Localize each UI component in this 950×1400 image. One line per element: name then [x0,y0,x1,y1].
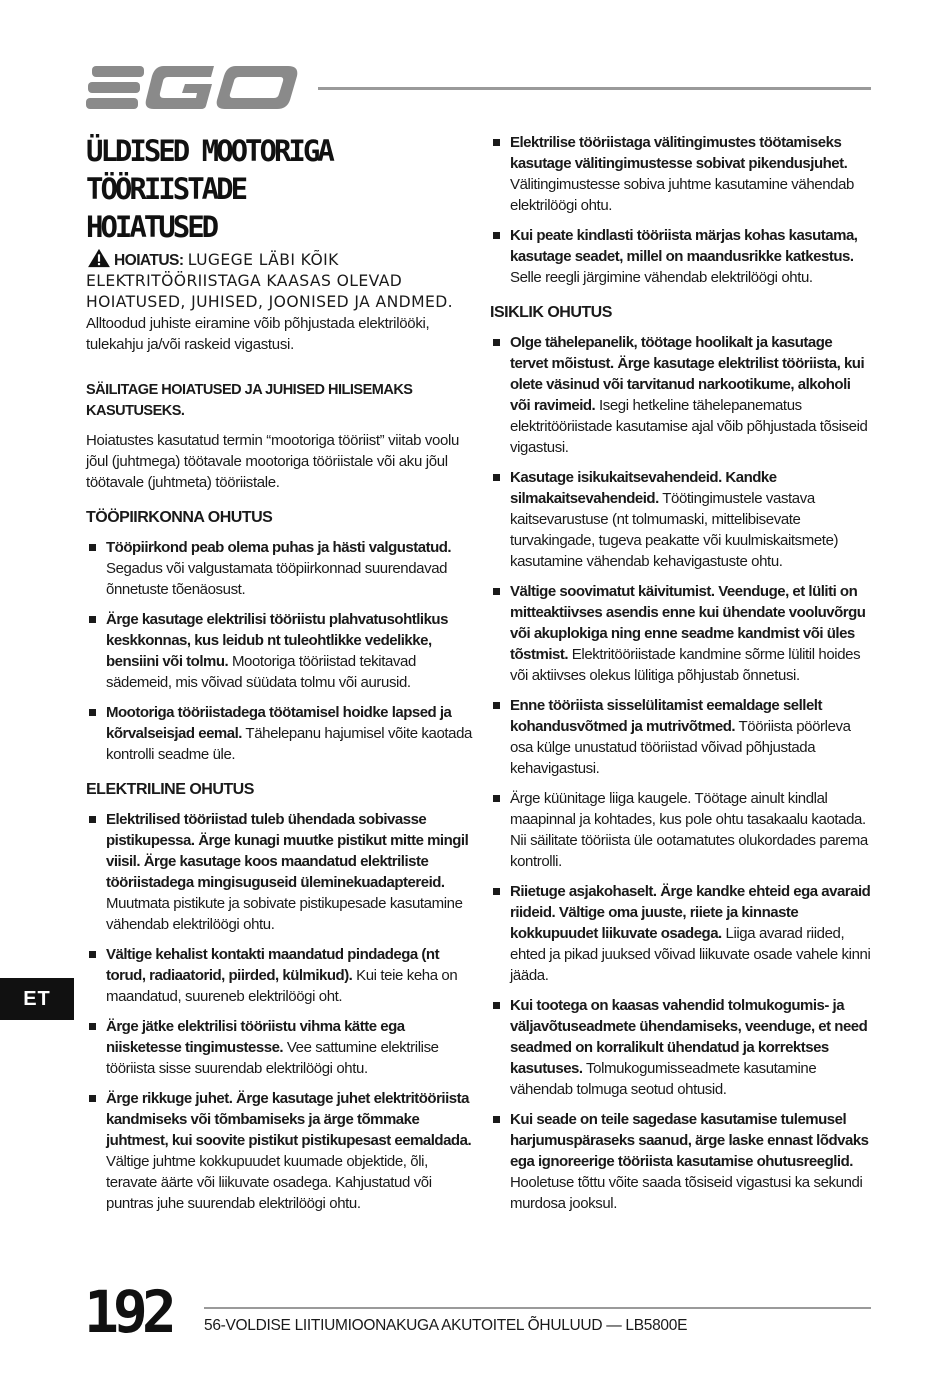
list-item [86,944,472,1007]
list-item [86,537,472,600]
list-item [86,1088,472,1214]
warning-block [86,248,472,355]
list-item-text: Mootoriga tööriistad tekitavad sädemeid, mis võivad süüdata tolmu või aurusid. [106,653,416,691]
list-item [490,581,872,686]
bullet-square-icon [493,795,500,802]
warning-triangle-icon [86,248,112,268]
electrical-list [86,809,472,1214]
footer-product-title: 56-VOLDISE LIITIUMIOONAKUGA AKUTOITEL ÕHULUUD — LB5800E [204,1317,688,1334]
list-item-bold-text: Vältige kehalist kontakti maandatud pindadega (nt torud, radiaatorid, piirded, külmikud). [106,946,440,984]
list-item-bold-text: Kui tootega on kaasas vahendid tolmukogumis- ja väljavõtuseadmete ühendamiseks, veenduge, et need seadmed on korralikult ühendatud ja korrektses kasutuses. [510,997,868,1077]
list-item-bold-text: Kui peate kindlasti tööriista märjas kohas kasutama, kasutage seadet, millel on maandusrikke katkestus. [510,227,858,265]
list-item [490,995,872,1100]
intro-paragraph: Hoiatustes kasutatud termin “mootoriga tööriist” viitab voolu jõul (juhtmega) töötavale mootoriga tööriistale või aku jõul töötavale (juhtmeta) tööriistale. [86,432,459,491]
personal-safety-title: ISIKLIK OHUTUS [490,304,612,321]
bullet-square-icon [89,544,96,551]
list-item-text: Isegi hetkeline tähelepanematus elektritööriistade kasutamise ajal võib põhjustada tõsiseid vigastusi. [510,397,868,456]
header-rule [318,87,871,90]
list-item-bold-text: Ärge kasutage elektrilisi tööriistu plahvatusohtlikus keskkonnas, kus leidub nt tuleohtlikke vedelikke, bensiini või tolmu. [106,611,448,670]
page-title [86,132,472,246]
bullet-square-icon [89,616,96,623]
bullet-square-icon [493,888,500,895]
bullet-square-icon [493,1002,500,1009]
list-item-bold-text: Kasutage isikukaitsevahendeid. Kandke silmakaitsevahendeid. [510,469,777,507]
warning-caps-text: LUGEGE LÄBI KÕIK ELEKTRITÖÖRIISTAGA KAASAS OLEVAD HOIATUSED, JUHISED, JOONISED JA ANDMED. [86,251,453,311]
bullet-square-icon [89,1095,96,1102]
save-instructions-heading: SÄILITAGE HOIATUSED JA JUHISED HILISEMAKS KASUTUSEKS. [86,382,413,419]
language-tab: ET [0,978,74,1020]
list-item-bold-text: Kui seade on teile sagedase kasutamise tulemusel harjumuspäraseks saanud, ärge laske ennast lõdvaks ega ignoreerige tööriista kasutamise ohutusreeglid. [510,1111,869,1170]
work-area-list [86,537,472,765]
list-item [86,1016,472,1079]
page-number: 192 [84,1278,171,1346]
personal-list [490,332,872,1214]
title-line-2: HOIATUSED [86,210,217,244]
bullet-square-icon [493,588,500,595]
list-item-text: Välitingimustesse sobiva juhtme kasutamine vähendab elektrilöögi ohtu. [510,176,854,214]
list-item-text: Muutmata pistikute ja sobivate pistikupesade kasutamine vähendab elektrilöögi ohtu. [106,895,463,933]
bullet-square-icon [493,232,500,239]
bullet-square-icon [493,339,500,346]
work-area-safety-title: TÖÖPIIRKONNA OHUTUS [86,509,273,526]
title-line-1: ÜLDISED MOOTORIGA TÖÖRIISTADE [86,134,332,206]
bullet-square-icon [493,139,500,146]
list-item-bold-text: Olge tähelepanelik, töötage hoolikalt ja kasutage tervet mõistust. Ärge kasutage elektrilist tööriista, kui olete väsinud või tarvitanud narkootikume, alkoholi või ravimeid. [510,334,865,414]
list-item [490,332,872,458]
list-item-bold-text: Elektrilised tööriistad tuleb ühendada sobivasse pistikupessa. Ärge kunagi muutke pistikut mitte mingil viisil. Ärge kasutage koos maandatud elektriliste tööriistadega mingisuguseid üleminekuadaptereid. [106,811,469,891]
list-item [86,702,472,765]
list-item [490,788,872,872]
list-item [490,467,872,572]
bullet-square-icon [89,1023,96,1030]
warning-body-text: Alltoodud juhiste eiramine võib põhjustada elektrilööki, tulekahju ja/või raskeid vigastusi. [86,315,430,353]
bullet-square-icon [89,951,96,958]
list-item-text: Vee sattumine elektrilise tööriista sisse suurendab elektrilöögi ohtu. [106,1039,439,1077]
list-item-text: Tolmukogumisseadmete kasutamine vähendab tolmuga seotud ohtusid. [510,1060,817,1098]
list-item-bold-text: Ärge rikkuge juhet. Ärge kasutage juhet elektritööriista kandmiseks või tõmbamiseks ja ärge tõmmake juhtmest, kui soovite pistikut pistikupesast eemaldada. [106,1090,472,1149]
list-item-text: Vältige juhtme kokkupuudet kuumade objektide, õli, teravate äärte või liikuvate osadega. Kahjustatud või puntras juhe suurendab elektrilöögi ohtu. [106,1153,432,1212]
left-column [86,132,472,1214]
list-item-text: Segadus või valgustamata tööpiirkonnad suurendavad õnnetuste tõenäosust. [106,560,448,598]
list-item [490,695,872,779]
list-item-text: Ärge küünitage liiga kaugele. Töötage ainult kindlal maapinnal ja kohtades, kus pole ohtu tasakaalu kaotada. Nii säilitate tööriista üle ootamatutes olukordades parema kontrolli. [510,790,868,870]
bullet-square-icon [493,474,500,481]
bullet-square-icon [493,1116,500,1123]
list-item-text: Liiga avarad riided, ehted ja pikad juuksed võivad liikuvate osade vahele kinni jääda. [510,925,871,984]
list-item-bold-text: Vältige soovimatut käivitumist. Veenduge, et lüliti on mitteaktiivses asendis enne kui ühendate vooluvõrgu või akuplokiga ning enne seadme kandmist või üles tõstmist. [510,583,866,663]
list-item-text: Kui teie keha on maandatud, suureneb elektrilöögi oht. [106,967,458,1005]
list-item [490,225,872,288]
list-item [490,132,872,216]
list-item-text: Tööriista pöörleva osa külge unustatud tööriistad võivad põhjustada kehavigastusi. [510,718,851,777]
footer-rule [204,1307,871,1309]
list-item-text: Selle reegli järgimine vähendab elektrilöögi ohtu. [510,269,813,286]
list-item-text: Tähelepanu hajumisel võite kaotada kontrolli seadme üle. [106,725,472,763]
electrical-more-list [490,132,872,288]
list-item [490,881,872,986]
ego-logo [86,62,300,114]
list-item-bold-text: Riietuge asjakohaselt. Ärge kandke ehteid ega avaraid riideid. Vältige oma juuste, riiete ja kinnaste kokkupuudet liikuvate osadega. [510,883,871,942]
list-item [490,1109,872,1214]
bullet-square-icon [493,702,500,709]
list-item-bold-text: Elektrilise tööriistaga välitingimustes töötamiseks kasutage välitingimustesse sobivat pikendusjuhet. [510,134,848,172]
bullet-square-icon [89,709,96,716]
warning-label: HOIATUS: [114,252,184,269]
list-item-bold-text: Mootoriga tööriistadega töötamisel hoidke lapsed ja kõrvalseisjad eemal. [106,704,452,742]
right-column [490,132,872,1214]
list-item-bold-text: Ärge jätke elektrilisi tööriistu vihma kätte ega niisketesse tingimustesse. [106,1018,405,1056]
list-item-bold-text: Enne tööriista sisselülitamist eemaldage sellelt kohandusvõtmed ja mutrivõtmed. [510,697,822,735]
list-item-text: Elektritööriistade kandmine sõrme lülitil hoides või aktiivses olekus lülitiga põhjustab õnnetusi. [510,646,861,684]
list-item-text: Hooletuse tõttu võite saada tõsiseid vigastusi ka sekundi murdosa jooksul. [510,1174,863,1212]
list-item [86,809,472,935]
electrical-safety-title: ELEKTRILINE OHUTUS [86,781,254,798]
list-item-text: Töötingimustele vastava kaitsevarustuse (nt tolmumaski, mittelibisevate turvakingade, tugeva peakatte või kuulmiskaitsmete) kasutamine vähendab kehavigastuste ohtu. [510,490,839,570]
list-item [86,609,472,693]
list-item-bold-text: Tööpiirkond peab olema puhas ja hästi valgustatud. [106,539,452,556]
bullet-square-icon [89,816,96,823]
